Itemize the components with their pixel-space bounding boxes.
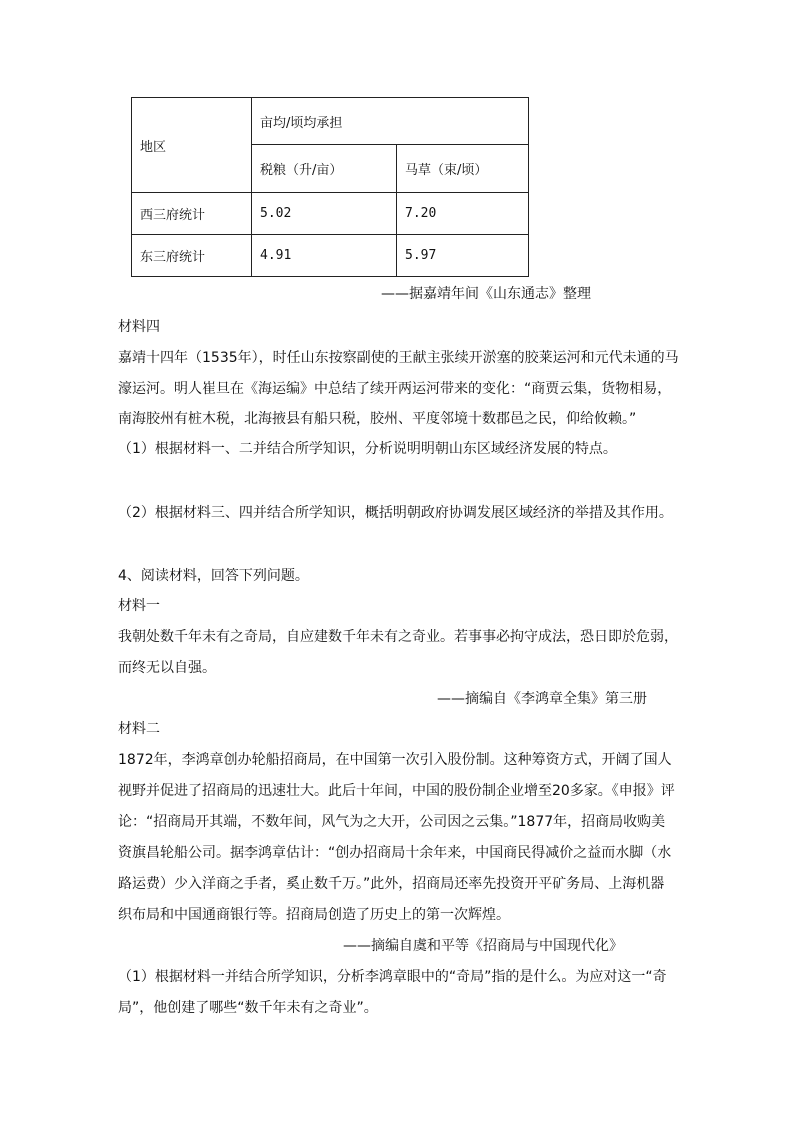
cell-region: 西三府统计	[132, 193, 252, 235]
header-horse-hay: 马草（束/顷）	[397, 145, 529, 193]
header-region: 地区	[132, 98, 252, 193]
table-source: ——据嘉靖年间《山东通志》整理	[381, 286, 591, 302]
material4-line-3: 南海胶州有桩木税，北海掖县有船只税，胶州、平度邻境十数郡邑之民，仰给攸赖。”	[118, 411, 637, 427]
section-4-title: 4、阅读材料，回答下列问题。	[118, 568, 309, 584]
section4-material2-line-6: 织布局和中国通商银行等。招商局创造了历史上的第一次辉煌。	[118, 907, 510, 923]
section4-material1-title: 材料一	[118, 598, 160, 614]
header-per-unit-burden: 亩均/顷均承担	[252, 98, 529, 145]
cell-hay: 7.20	[397, 193, 529, 235]
table-row	[132, 235, 529, 277]
material4-line-2: 濠运河。明人崔旦在《海运编》中总结了续开两运河带来的变化：“商贾云集，货物相易，	[118, 381, 672, 397]
section4-material1-line-1: 我朝处数千年未有之奇局，自应建数千年未有之奇业。若事事必拘守成法，恐日即於危弱，	[118, 629, 678, 645]
section4-material2-line-2: 视野并促进了招商局的迅速壮大。此后十年间，中国的股份制企业增至20多家。《申报》评	[118, 783, 675, 799]
section4-question-1-line-1: （1）根据材料一并结合所学知识，分析李鸿章眼中的“奇局”指的是什么。为应对这一“奇	[118, 969, 667, 985]
table-row	[132, 193, 529, 235]
section4-material2-line-3: 论：“招商局开其端，不数年间，风气为之大开，公司因之云集。”1877年，招商局收购美	[118, 814, 666, 830]
material4-title: 材料四	[118, 319, 160, 335]
question-2: （2）根据材料三、四并结合所学知识，概括明朝政府协调发展区域经济的举措及其作用。	[118, 505, 673, 521]
section4-material2-source: ——摘编自虞和平等《招商局与中国现代化》	[343, 938, 623, 954]
question-1: （1）根据材料一、二并结合所学知识，分析说明明朝山东区域经济发展的特点。	[118, 441, 617, 457]
cell-region: 东三府统计	[132, 235, 252, 277]
header-tax-grain: 税粮（升/亩）	[252, 145, 397, 193]
section4-material2-line-5: 路运费）少入洋商之手者，奚止数千万。”此外，招商局还率先投资开平矿务局、上海机器	[118, 876, 665, 892]
table-header-row	[132, 98, 529, 145]
section4-question-1-line-2: 局”，他创建了哪些“数千年未有之奇业”。	[118, 1000, 378, 1016]
section4-material1-line-2: 而终无以自强。	[118, 660, 216, 676]
tax-burden-table	[131, 97, 529, 277]
cell-hay: 5.97	[397, 235, 529, 277]
section4-material1-source: ——摘编自《李鸿章全集》第三册	[437, 691, 647, 707]
section4-material2-title: 材料二	[118, 721, 160, 737]
cell-grain: 5.02	[252, 193, 397, 235]
material4-line-1: 嘉靖十四年（1535年），时任山东按察副使的王献主张续开淤塞的胶莱运河和元代未通的马	[118, 350, 679, 366]
section4-material2-line-4: 资旗昌轮船公司。据李鸿章估计：“创办招商局十余年来，中国商民得减价之益而水脚（水	[118, 845, 672, 861]
cell-grain: 4.91	[252, 235, 397, 277]
section4-material2-line-1: 1872年，李鸿章创办轮船招商局，在中国第一次引入股份制。这种筹资方式，开阔了国人	[118, 752, 672, 768]
